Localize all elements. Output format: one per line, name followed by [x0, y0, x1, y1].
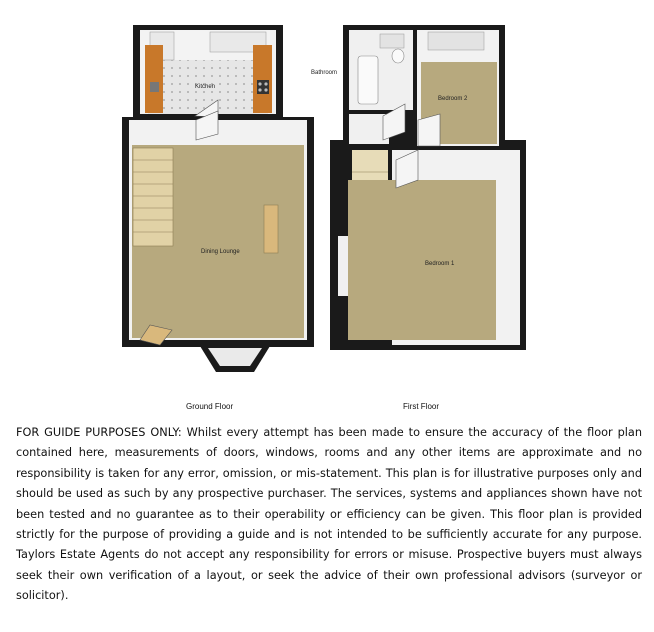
bedroom-2-label: Bedroom 2 — [438, 96, 468, 102]
kitchen-label: Kitchen — [195, 84, 216, 90]
kitchen-room — [133, 25, 283, 117]
dining-lounge-label: Dining Lounge — [201, 249, 240, 255]
disclaimer-text: FOR GUIDE PURPOSES ONLY: Whilst every attempt has been made to ensure the accuracy of the floor plan contained here, measurements of doors, windows, rooms and any other items are approximate and no responsibility is taken for any error, omission, or mis-statement. This plan is for illustrative purposes only and should be used as such by any prospective purchaser. The services, systems and appliances shown have not been tested and no guarantee as to their operability or efficiency can be given. This floor plan is provided strictly for the purpose of providing a guide and is not intended to be sufficiently accurate for any purpose. Taylors Estate Agents do not accept any responsibility for errors or misuse. Prospective buyers must always seek their own verification of a layout, or seek the advice of their own professional advisors (surveyor or solicitor). — [16, 426, 642, 603]
bedroom-1-label: Bedroom 1 — [425, 261, 455, 267]
bedroom-2-room — [417, 30, 499, 146]
dining-lounge-room — [122, 111, 314, 372]
staircase — [133, 148, 173, 246]
bathroom-label: Bathroom — [311, 70, 338, 76]
bay-window — [200, 346, 270, 372]
first-floor-label: First Floor — [403, 402, 439, 411]
bathroom-room — [349, 30, 413, 110]
ground-floor-plan — [122, 25, 314, 372]
ground-floor-label: Ground Floor — [186, 402, 234, 411]
first-floor-plan — [311, 25, 526, 350]
